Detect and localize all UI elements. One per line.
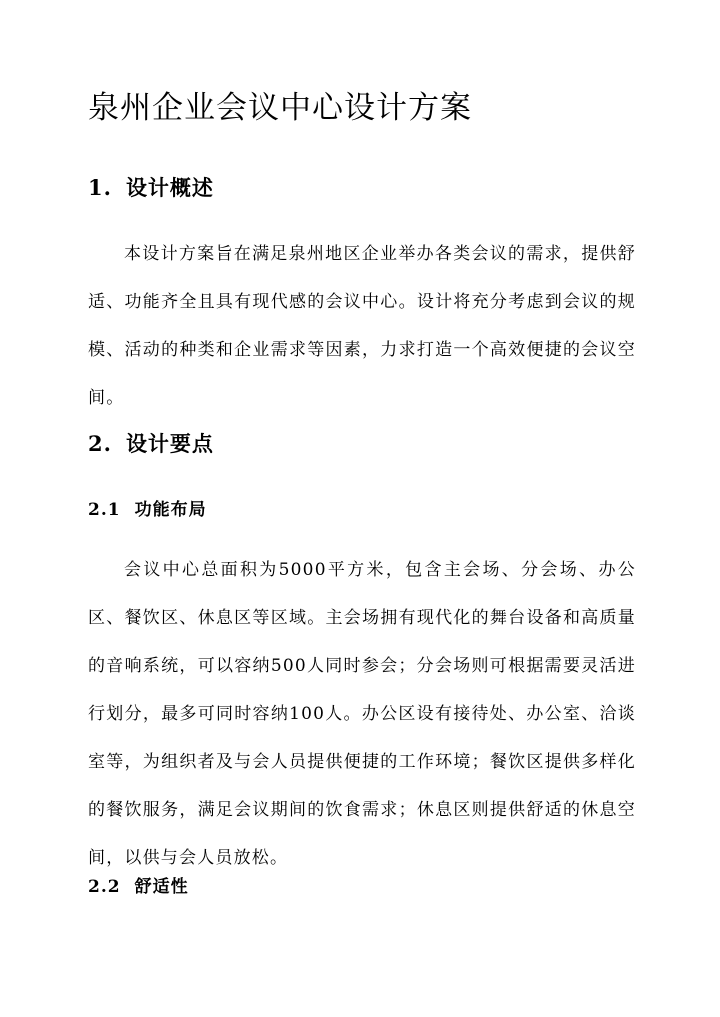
subsection-number: 2.1 [88,500,121,520]
section-heading-text: 设计要点 [125,431,214,456]
section-number: 2. [88,431,112,456]
section-heading-key-points [88,429,214,459]
overview-paragraph: 本设计方案旨在满足泉州地区企业举办各类会议的需求，提供舒适、功能齐全且具有现代感的会议中心。设计将充分考虑到会议的规模、活动的种类和企业需求等因素，力求打造一个高效便捷的会议空间。 [88,244,636,408]
subsection-heading-layout [88,497,207,523]
layout-paragraph: 会议中心总面积为5000平方米，包含主会场、分会场、办公区、餐饮区、休息区等区域。主会场拥有现代化的舞台设备和高质量的音响系统，可以容纳500人同时参会；分会场则可根据需要灵活进行划分，最多可同时容纳100人。办公区设有接待处、办公室、洽谈室等，为组织者及与会人员提供便捷的工作环境；餐饮区提供多样化的餐饮服务，满足会议期间的饮食需求；休息区则提供舒适的休息空间，以供与会人员放松。 [88,560,636,868]
section-number: 1. [88,175,112,200]
section-heading-text: 设计概述 [125,175,214,200]
document-title: 泉州企业会议中心设计方案 [88,90,472,126]
section-heading-overview [88,173,214,203]
subsection-heading-comfort [88,874,189,900]
subsection-heading-text: 功能布局 [134,500,207,520]
subsection-number: 2.2 [88,877,121,897]
subsection-heading-text: 舒适性 [134,877,189,897]
